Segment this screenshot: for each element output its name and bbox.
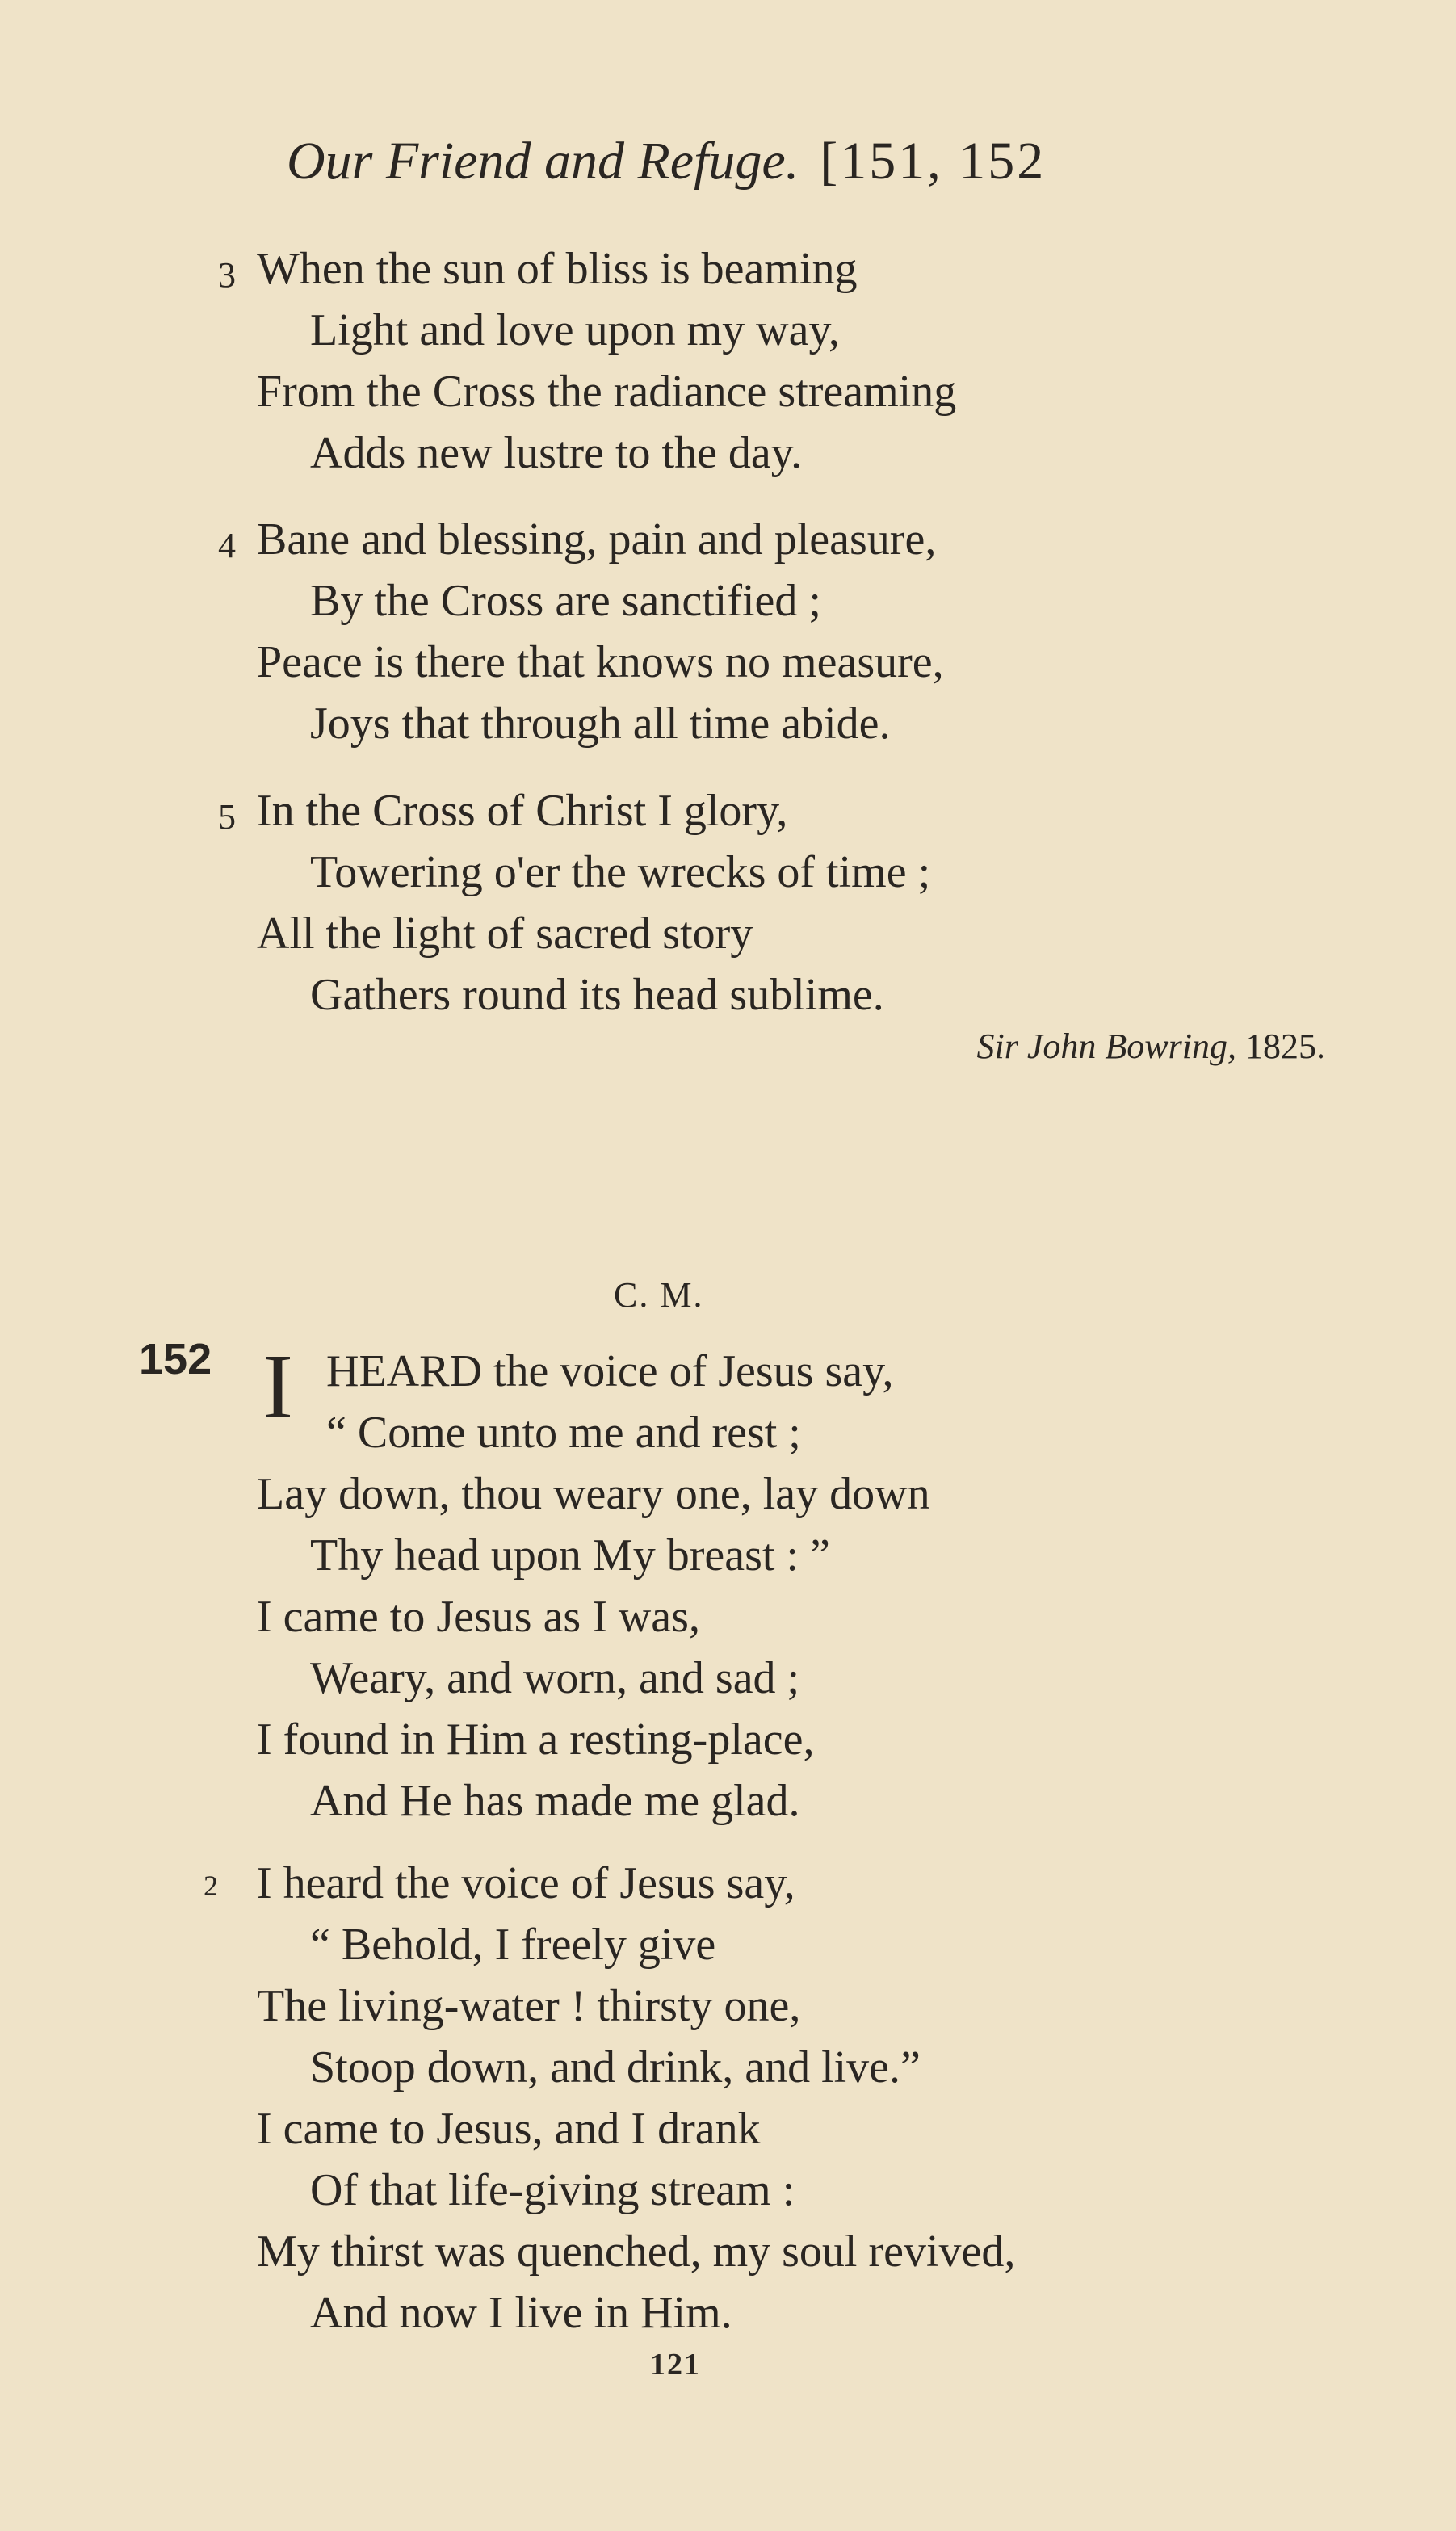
verse-line: Stoop down, and drink, and live.” xyxy=(310,2042,921,2092)
verse-line: Thy head upon My breast : ” xyxy=(310,1530,830,1580)
year: 1825. xyxy=(1245,1026,1325,1066)
verse-line: All the light of sacred story xyxy=(257,909,753,959)
verse-line: HEARD the voice of Jesus say, xyxy=(326,1346,894,1396)
stanza-number: 4 xyxy=(218,526,236,565)
verse-line: And now I live in Him. xyxy=(310,2288,732,2338)
drop-cap: I xyxy=(262,1335,293,1438)
stanza-number: 2 xyxy=(204,1870,218,1902)
verse-line: Adds new lustre to the day. xyxy=(310,428,803,478)
verse-line: I came to Jesus, and I drank xyxy=(257,2104,761,2154)
stanza-3 xyxy=(186,238,956,484)
verse-line: I found in Him a resting-place, xyxy=(257,1715,815,1765)
verse-line: I heard the voice of Jesus say, xyxy=(257,1858,795,1908)
verse-line: When the sun of bliss is beaming xyxy=(257,244,858,294)
verse-line: By the Cross are sanctified ; xyxy=(310,576,821,626)
verse-line: Peace is there that knows no measure, xyxy=(257,637,944,687)
verse-line: And He has made me glad. xyxy=(310,1776,800,1826)
running-header xyxy=(287,129,1046,194)
attribution xyxy=(977,1026,1325,1067)
verse-line: Towering o'er the wrecks of time ; xyxy=(310,847,931,897)
stanza-4 xyxy=(186,509,944,754)
verse-line: From the Cross the radiance streaming xyxy=(257,367,957,417)
stanza-number: 5 xyxy=(218,797,236,837)
verse-line: “ Come unto me and rest ; xyxy=(326,1408,801,1458)
verse-line: Gathers round its head sublime. xyxy=(310,970,884,1020)
verse-line: The living-water ! thirsty one, xyxy=(257,1981,801,2031)
verse-line: In the Cross of Christ I glory, xyxy=(257,786,788,836)
page-number: 121 xyxy=(650,2348,701,2382)
hymn-range: [151, 152 xyxy=(820,132,1047,191)
stanza-number: 3 xyxy=(218,255,236,295)
author-name: Sir John Bowring, xyxy=(976,1026,1236,1066)
stanza-5 xyxy=(186,780,930,1026)
verse-line: Lay down, thou weary one, lay down xyxy=(257,1469,930,1519)
verse-line: My thirst was quenched, my soul revived, xyxy=(257,2227,1016,2277)
verse-line: Bane and blessing, pain and pleasure, xyxy=(257,514,937,565)
verse-line: Weary, and worn, and sad ; xyxy=(310,1653,800,1703)
hymn-number: 152 xyxy=(139,1335,212,1383)
verse-line: Of that life-giving stream : xyxy=(310,2165,795,2215)
verse-line: Joys that through all time abide. xyxy=(310,699,891,749)
meter-label: C. M. xyxy=(614,1275,704,1315)
verse-line: Light and love upon my way, xyxy=(310,305,840,355)
verse-line: I came to Jesus as I was, xyxy=(257,1592,700,1642)
header-title: Our Friend and Refuge. xyxy=(287,132,799,191)
stanza-1 xyxy=(186,1463,930,1832)
stanza-2 xyxy=(186,1853,1015,2344)
verse-line: “ Behold, I freely give xyxy=(310,1920,716,1970)
